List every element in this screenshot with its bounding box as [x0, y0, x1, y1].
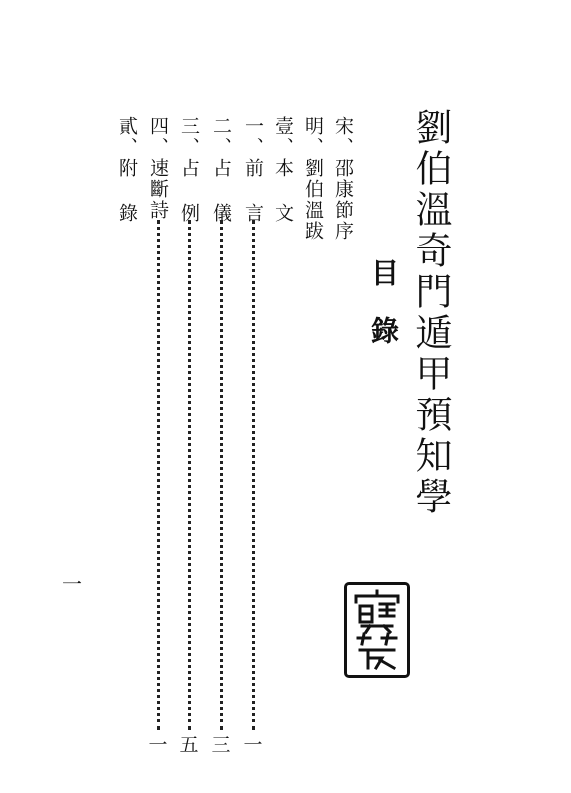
- contents-heading: 目錄: [367, 258, 400, 374]
- toc-page-quick-verses: 一: [148, 734, 168, 756]
- toc-leader-divination-rites: [220, 220, 223, 730]
- toc-entry-divination-examples[interactable]: 三、占 例: [178, 116, 200, 224]
- toc-leader-introduction: [252, 220, 255, 730]
- seal-stamp: [344, 582, 410, 678]
- toc-page-introduction: 一: [243, 734, 263, 756]
- toc-entry-main-text[interactable]: 壹、本 文: [272, 116, 294, 224]
- folio-number: 一: [62, 572, 82, 596]
- toc-entry-appendix[interactable]: 貳、附 錄: [116, 116, 138, 224]
- toc-entry-quick-verses[interactable]: 四、速斷詩: [147, 116, 169, 221]
- toc-entry-preface[interactable]: 宋、邵康節序: [332, 116, 354, 242]
- toc-entry-divination-rites[interactable]: 二、占 儀: [210, 116, 232, 224]
- toc-page-divination-rites: 三: [211, 734, 231, 756]
- toc-entry-introduction[interactable]: 一、前 言: [242, 116, 264, 224]
- toc-page-divination-examples: 五: [179, 734, 199, 756]
- seal-glyph-icon: [350, 588, 404, 672]
- toc-leader-divination-examples: [188, 220, 191, 730]
- toc-leader-quick-verses: [157, 220, 160, 730]
- toc-entry-postscript[interactable]: 明、劉伯溫跋: [302, 116, 324, 242]
- book-title: 劉伯溫奇門遁甲預知學: [409, 108, 452, 518]
